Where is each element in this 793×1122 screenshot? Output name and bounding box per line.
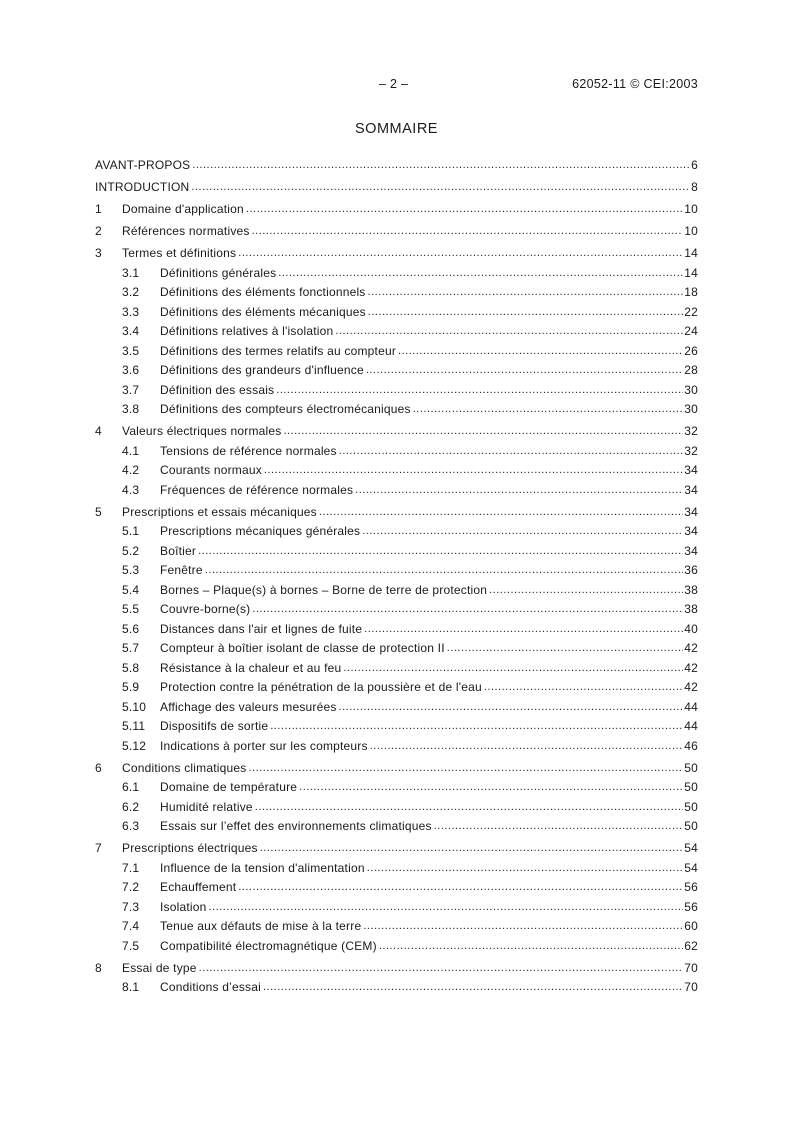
toc-entry-page: 32 [684, 424, 698, 438]
toc-entry[interactable] [95, 577, 698, 597]
toc-entry-number: 7 [95, 841, 102, 855]
toc-entry-number: 1 [95, 202, 102, 216]
toc-entry[interactable] [95, 538, 698, 558]
toc-entry-number: 3.7 [122, 382, 140, 397]
toc-entry-number: 8.1 [122, 980, 140, 994]
toc-leader-dots [363, 919, 683, 933]
toc-entry-label: Humidité relative [160, 799, 253, 814]
toc-leader-dots [252, 602, 683, 616]
toc-entry-page: 50 [684, 799, 698, 814]
toc-entry-page: 44 [684, 719, 698, 733]
toc-entry[interactable] [95, 377, 698, 397]
toc-entry[interactable] [95, 358, 698, 378]
toc-entry[interactable] [95, 519, 698, 539]
toc-entry-page: 22 [684, 304, 698, 319]
toc-entry-page: 8 [691, 180, 698, 194]
toc-entry-label: Définitions relatives à l'isolation [160, 324, 334, 338]
toc-entry-number: 5.8 [122, 660, 140, 675]
toc-leader-dots [255, 800, 683, 814]
toc-leader-dots [246, 202, 683, 216]
toc-entry-number: 6.2 [122, 799, 140, 814]
toc-entry-page: 28 [684, 363, 698, 377]
toc-entry-page: 30 [684, 402, 698, 416]
page-title: SOMMAIRE [355, 121, 438, 137]
toc-entry-label: Boîtier [160, 543, 197, 558]
toc-leader-dots [343, 661, 683, 675]
toc-leader-dots [192, 158, 690, 172]
toc-entry-number: 3.1 [122, 265, 140, 280]
toc-leader-dots [260, 841, 684, 855]
toc-leader-dots [209, 900, 684, 914]
toc-leader-dots [366, 363, 683, 377]
toc-entry-label: Domaine de température [160, 780, 298, 794]
toc-leader-dots [191, 180, 690, 194]
toc-leader-dots [198, 544, 683, 558]
toc-leader-dots [355, 483, 683, 497]
toc-entry[interactable] [95, 194, 698, 216]
toc-entry-page: 54 [684, 841, 698, 855]
toc-leader-dots [484, 680, 683, 694]
toc-leader-dots [283, 424, 683, 438]
toc-entry-label: Conditions climatiques [122, 760, 247, 775]
toc-entry-number: 5.5 [122, 602, 140, 616]
toc-entry-label: Conditions d’essai [160, 980, 261, 994]
toc-entry[interactable] [95, 794, 698, 814]
toc-entry-label: Dispositifs de sortie [160, 719, 269, 733]
toc-entry-page: 32 [684, 443, 698, 458]
toc-leader-dots [299, 780, 683, 794]
toc-entry-label: Isolation [160, 899, 207, 914]
toc-entry-page: 24 [684, 324, 698, 338]
toc-entry-number: 5.12 [122, 738, 147, 753]
toc-entry-page: 50 [684, 780, 698, 794]
toc-entry-page: 34 [684, 524, 698, 538]
toc-leader-dots [364, 622, 683, 636]
toc-entry-number: 6 [95, 760, 102, 775]
toc-entry-number: 5.10 [122, 699, 147, 714]
toc-entry-page: 70 [684, 980, 698, 994]
toc-leader-dots [447, 641, 684, 655]
toc-entry-page: 50 [684, 819, 698, 833]
toc-entry-page: 34 [684, 543, 698, 558]
toc-entry-page: 34 [684, 482, 698, 497]
toc-entry-number: 2 [95, 224, 102, 238]
toc-entry-number: 4.1 [122, 443, 140, 458]
document-reference: 62052-11 © CEI:2003 [572, 77, 698, 91]
toc-entry-page: 10 [684, 224, 698, 238]
toc-entry-number: 7.1 [122, 860, 140, 875]
toc-entry-page: 42 [684, 680, 698, 694]
toc-entry-label: Définitions des grandeurs d'influence [160, 363, 364, 377]
toc-leader-dots [489, 583, 683, 597]
toc-entry[interactable] [95, 636, 698, 656]
toc-entry-number: 7.4 [122, 919, 140, 933]
toc-entry-page: 30 [684, 382, 698, 397]
toc-entry[interactable] [95, 675, 698, 695]
toc-entry[interactable] [95, 397, 698, 417]
toc-leader-dots [199, 961, 684, 975]
toc-entry[interactable] [95, 875, 698, 895]
toc-entry-label: Couvre-borne(s) [160, 602, 251, 616]
toc-entry-label: Compatibilité électromagnétique (CEM) [160, 938, 377, 953]
toc-entry-label: Définitions des termes relatifs au compteur [160, 343, 397, 358]
toc-entry[interactable] [95, 714, 698, 734]
toc-entry-page: 36 [684, 563, 698, 577]
toc-entry-label: Définitions des compteurs électromécaniques [160, 402, 411, 416]
toc-entry-label: Domaine d'application [122, 202, 244, 216]
toc-entry[interactable] [95, 833, 698, 855]
page-number: – 2 – [379, 77, 409, 91]
toc-leader-dots [335, 324, 683, 338]
toc-entry[interactable] [95, 150, 698, 172]
toc-entry-label: Bornes – Plaque(s) à bornes – Borne de terre de protection [160, 582, 488, 597]
toc-entry[interactable] [95, 733, 698, 753]
toc-entry-page: 18 [684, 285, 698, 299]
toc-entry[interactable] [95, 238, 698, 260]
toc-entry[interactable] [95, 319, 698, 339]
toc-entry[interactable] [95, 953, 698, 975]
toc-entry[interactable] [95, 775, 698, 795]
toc-entry-label: Prescriptions et essais mécaniques [122, 504, 317, 519]
toc-entry[interactable] [95, 933, 698, 953]
toc-leader-dots [238, 880, 683, 894]
toc-entry-label: Résistance à la chaleur et au feu [160, 660, 342, 675]
toc-leader-dots [434, 819, 684, 833]
toc-leader-dots [319, 505, 683, 519]
toc-entry-label: Affichage des valeurs mesurées [160, 699, 337, 714]
toc-entry-page: 42 [684, 660, 698, 675]
toc-entry-label: Echauffement [160, 880, 237, 894]
toc-entry[interactable] [95, 338, 698, 358]
toc-leader-dots [252, 224, 684, 238]
toc-entry-label: Distances dans l'air et lignes de fuite [160, 621, 363, 636]
toc-entry-page: 56 [684, 880, 698, 894]
toc-entry-number: 6.1 [122, 780, 140, 794]
toc-entry-number: 5.11 [122, 719, 146, 733]
toc-entry[interactable] [95, 497, 698, 519]
toc-entry-label: Essais sur l’effet des environnements climatiques [160, 819, 432, 833]
toc-entry-number: 5.4 [122, 582, 140, 597]
toc-entry[interactable] [95, 477, 698, 497]
toc-leader-dots [339, 444, 683, 458]
toc-leader-dots [278, 266, 683, 280]
toc-entry-number: 4 [95, 424, 102, 438]
toc-entry-number: 3.4 [122, 324, 140, 338]
toc-entry-page: 38 [684, 602, 698, 616]
toc-entry-label: Tensions de référence normales [160, 443, 337, 458]
toc-leader-dots [264, 463, 683, 477]
toc-entry[interactable] [95, 655, 698, 675]
toc-entry-page: 62 [684, 938, 698, 953]
toc-entry[interactable] [95, 914, 698, 934]
toc-leader-dots [370, 739, 684, 753]
toc-entry[interactable] [95, 975, 698, 995]
toc-entry-label: INTRODUCTION [95, 180, 190, 194]
toc-entry[interactable] [95, 280, 698, 300]
toc-entry-page: 40 [684, 621, 698, 636]
toc-leader-dots [270, 719, 683, 733]
toc-entry-number: 3.5 [122, 343, 140, 358]
toc-entry-number: 5.1 [122, 524, 140, 538]
toc-leader-dots [248, 761, 683, 775]
toc-leader-dots [379, 939, 683, 953]
toc-entry-number: 3.3 [122, 304, 140, 319]
toc-entry-number: 7.3 [122, 899, 140, 914]
toc-entry-page: 14 [684, 265, 698, 280]
toc-entry-page: 56 [684, 899, 698, 914]
toc-leader-dots [339, 700, 684, 714]
toc-entry-label: Définitions des éléments fonctionnels [160, 285, 366, 299]
toc-entry-number: 3.6 [122, 363, 140, 377]
toc-leader-dots [413, 402, 684, 416]
toc-entry[interactable] [95, 438, 698, 458]
toc-entry-label: Références normatives [122, 224, 250, 238]
toc-entry-page: 54 [684, 860, 698, 875]
toc-entry-number: 3.2 [122, 285, 140, 299]
toc-entry-number: 5.2 [122, 543, 140, 558]
toc-entry[interactable] [95, 597, 698, 617]
toc-entry-label: Indications à porter sur les compteurs [160, 738, 368, 753]
toc-entry[interactable] [95, 616, 698, 636]
toc-entry-number: 7.5 [122, 938, 140, 953]
table-of-contents [95, 150, 698, 994]
toc-entry-label: Définitions générales [160, 265, 277, 280]
toc-entry-number: 5.3 [122, 563, 140, 577]
toc-entry-label: Influence de la tension d'alimentation [160, 860, 365, 875]
toc-entry-label: AVANT-PROPOS [95, 158, 191, 172]
toc-entry-label: Fenêtre [160, 563, 203, 577]
toc-entry-number: 6.3 [122, 819, 140, 833]
toc-entry-label: Protection contre la pénétration de la poussière et de l'eau [160, 680, 482, 694]
toc-entry[interactable] [95, 894, 698, 914]
toc-leader-dots [263, 980, 683, 994]
toc-leader-dots [238, 246, 683, 260]
toc-entry-page: 38 [684, 582, 698, 597]
toc-entry-page: 46 [684, 738, 698, 753]
toc-entry[interactable] [95, 458, 698, 478]
toc-entry-label: Courants normaux [160, 463, 262, 477]
toc-entry[interactable] [95, 172, 698, 194]
toc-entry-label: Compteur à boîtier isolant de classe de protection II [160, 641, 445, 655]
toc-entry-label: Valeurs électriques normales [122, 424, 282, 438]
toc-entry-number: 4.2 [122, 463, 140, 477]
toc-entry-page: 10 [684, 202, 698, 216]
toc-entry-page: 34 [684, 463, 698, 477]
toc-entry-number: 5.7 [122, 641, 140, 655]
toc-leader-dots [362, 524, 683, 538]
toc-entry-page: 14 [684, 246, 698, 260]
toc-leader-dots [276, 383, 683, 397]
toc-entry[interactable] [95, 814, 698, 834]
toc-leader-dots [398, 344, 683, 358]
toc-entry-label: Tenue aux défauts de mise à la terre [160, 919, 362, 933]
toc-entry-number: 4.3 [122, 482, 140, 497]
toc-entry[interactable] [95, 299, 698, 319]
toc-entry-label: Définition des essais [160, 382, 275, 397]
toc-entry-number: 8 [95, 960, 102, 975]
toc-entry-page: 34 [684, 504, 698, 519]
toc-entry-page: 44 [684, 699, 698, 714]
toc-leader-dots [367, 861, 684, 875]
toc-leader-dots [205, 563, 683, 577]
toc-leader-dots [368, 285, 684, 299]
toc-entry-page: 6 [691, 158, 698, 172]
toc-entry-page: 42 [684, 641, 698, 655]
toc-entry[interactable] [95, 416, 698, 438]
toc-entry[interactable] [95, 216, 698, 238]
toc-entry-number: 3 [95, 246, 102, 260]
toc-entry-label: Fréquences de référence normales [160, 482, 354, 497]
toc-entry-label: Prescriptions électriques [122, 841, 258, 855]
toc-entry-label: Essai de type [122, 960, 197, 975]
toc-entry[interactable] [95, 753, 698, 775]
toc-entry-number: 5 [95, 504, 102, 519]
toc-entry-page: 50 [684, 760, 698, 775]
toc-entry-number: 7.2 [122, 880, 140, 894]
toc-entry-page: 60 [684, 919, 698, 933]
toc-entry[interactable] [95, 855, 698, 875]
toc-entry-number: 3.8 [122, 402, 140, 416]
toc-entry-page: 26 [684, 343, 698, 358]
toc-entry[interactable] [95, 260, 698, 280]
toc-entry-label: Termes et définitions [122, 246, 237, 260]
toc-entry-number: 5.9 [122, 680, 140, 694]
toc-entry-number: 5.6 [122, 621, 140, 636]
toc-entry-page: 70 [684, 960, 698, 975]
toc-entry[interactable] [95, 694, 698, 714]
toc-entry-label: Prescriptions mécaniques générales [160, 524, 361, 538]
toc-entry[interactable] [95, 558, 698, 578]
toc-entry-label: Définitions des éléments mécaniques [160, 304, 366, 319]
toc-leader-dots [368, 305, 683, 319]
